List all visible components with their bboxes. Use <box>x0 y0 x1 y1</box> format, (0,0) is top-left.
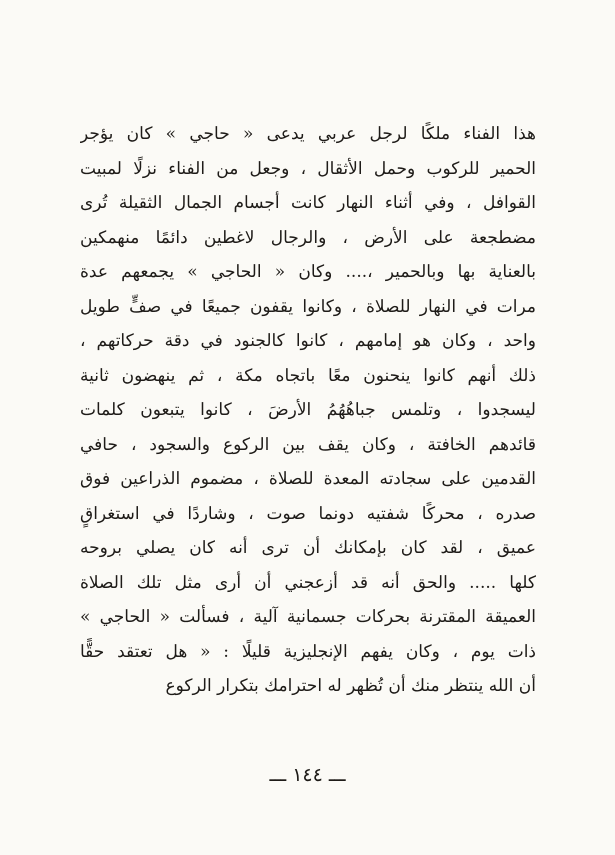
text-line: القدمين على سجادته المعدة للصلاة ، مضموم الذراعين فوق <box>80 469 536 489</box>
text-line: هذا الفناء ملكًا لرجل عربي يدعى « حاجي » كان يؤجر <box>80 124 536 144</box>
text-line: كلها ..... والحق أنه قد أزعجني أن أرى مثل تلك الصلاة <box>80 572 536 593</box>
text-line: بالعناية بها وبالحمير ،.... وكان « الحاجي » يجمعهم عدة <box>80 262 536 282</box>
text-line: العميقة المقترنة بحركات جسمانية آلية ، فسألت « الحاجي » <box>80 607 536 627</box>
text-line: الحمير للركوب وحمل الأثقال ، وجعل من الفناء نزلًا لمبيت <box>80 158 536 179</box>
text-line: قائدهم الخافتة ، وكان يقف بين الركوع والسجود ، حافي <box>80 434 536 455</box>
text-line: مضطجعة على الأرض ، والرجال لاغطين دائمًا منهمكين <box>80 227 536 248</box>
body-text <box>80 117 536 704</box>
text-line: ذلك أنهم كانوا ينحنون معًا باتجاه مكة ، ثم ينهضون ثانية <box>80 365 536 386</box>
text-line: ذات يوم ، وكان يفهم الإنجليزية قليلًا : « هل تعتقد حقًّا <box>80 641 536 662</box>
text-line: القوافل ، وفي أثناء النهار كانت أجسام الجمال الثقيلة تُرى <box>80 193 536 213</box>
text-line: عميق ، لقد كان بإمكانك أن ترى أنه كان يصلي بروحه <box>80 538 536 558</box>
text-line: أن الله ينتظر منك أن تُظهر له احترامك بتكرار الركوع <box>165 676 536 696</box>
text-line: ليسجدوا ، وتلمس جباهُهُمُ الأرضَ ، كانوا يتبعون كلمات <box>80 400 536 420</box>
text-line: واحد ، وكان هو إمامهم ، كانوا كالجنود في دقة حركاتهم ، <box>80 331 536 351</box>
page-number: ـــ ١٤٤ ـــ <box>269 764 346 786</box>
text-line: مرات في النهار للصلاة ، وكانوا يقفون جميعًا في صفٍّ طويل <box>80 296 536 317</box>
text-line: صدره ، محركًا شفتيه دونما صوت ، وشاردًا في استغراقٍ <box>80 503 536 524</box>
